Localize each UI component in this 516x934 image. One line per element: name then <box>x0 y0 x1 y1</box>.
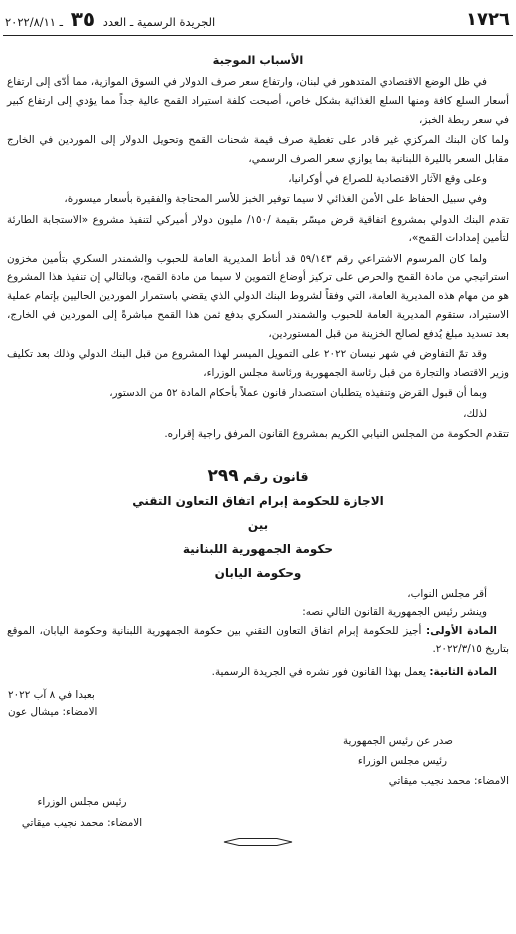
prime-minister-signature: الامضاء: محمد نجيب ميقاتي <box>388 774 509 787</box>
prime-minister-title: رئيس مجلس الوزراء <box>37 795 127 808</box>
law-title: الاجازة للحكومة إبرام اتفاق التعاون التقني <box>132 493 384 508</box>
reasons-paragraph: وقد تمّ التفاوض في شهر نيسان ٢٠٢٢ على التمويل الميسر لهذا المشروع من قبل البنك الدولي وذلك بعد تكليف وزير الاقتصاد والتجارة من قبل رئاسة الجمهورية ورئاسة مجلس الوزراء، <box>7 348 509 379</box>
ornamental-divider-icon <box>223 837 293 847</box>
reasons-paragraph: في ظل الوضع الاقتصادي المتدهور في لبنان، وارتفاع سعر صرف الدولار في السوق الموازية، مما أدّى إلى ارتفاع أسعار السلع كافة ومنها السلع الغذائية بشكل خاص، أصبحت كلفة استيراد القمح عالية جداً مما يؤدي إلى ارتفاع كبير في سعر ربطة الخبز، <box>7 76 509 126</box>
divider-shape <box>224 838 292 845</box>
page-content <box>7 50 509 847</box>
reasons-title: الأسباب الموجبة <box>212 53 304 67</box>
article-two <box>7 663 509 682</box>
law-title-between: بين <box>247 517 269 532</box>
page-number: ١٧٢٦ <box>466 8 510 30</box>
reasons-paragraph: تقدم البنك الدولي بمشروع اتفاقية قرض ميسّر بقيمة /١٥٠/ مليون دولار أميركي لتنفيذ مشروع «الاستجابة الطارئة لتأمين إمدادات القمح»، <box>7 213 509 245</box>
gazette-title: الجريدة الرسمية ـ العدد <box>102 15 216 29</box>
prime-minister-signature: الامضاء: محمد نجيب ميقاتي <box>21 816 143 829</box>
law-number <box>7 464 509 489</box>
president-signature: الامضاء: ميشال عون <box>8 706 98 719</box>
issued-block <box>7 731 509 791</box>
article-text: أجيز للحكومة إبرام اتفاق التعاون التقني بين حكومة الجمهورية اللبنانية وحكومة اليابان، الموقع بتاريخ ٢٠٢٢/٣/١٥. <box>7 624 509 656</box>
issue-info <box>5 7 215 31</box>
reasons-section <box>7 50 509 444</box>
reasons-paragraph: وفي سبيل الحفاظ على الأمن الغذائي لا سيما توفير الخبز للأسر المحتاجة والفقيرة بأسعار ميسورة، <box>64 193 487 206</box>
article-label: المادة الثانية: <box>429 666 497 679</box>
article-one <box>7 622 509 659</box>
law-number-label: قانون رقم <box>242 468 309 484</box>
issue-date: ـ ٢٠٢٢/٨/١١ <box>5 15 64 29</box>
reasons-paragraph: وبما أن قبول القرض وتنفيذه يتطلبان استصدار قانون عملاً بأحكام المادة ٥٢ من الدستور، <box>109 387 487 400</box>
issued-by: صدر عن رئيس الجمهورية <box>342 734 453 747</box>
countersign-block <box>7 792 157 834</box>
enactment-line: وينشر رئيس الجمهورية القانون التالي نصه: <box>302 606 487 619</box>
law-party-japan: وحكومة اليابان <box>214 565 302 580</box>
header-rule <box>3 35 513 36</box>
law-party-lebanon: حكومة الجمهورية اللبنانية <box>182 541 334 556</box>
place-date: بعبدا في ٨ آب ٢٠٢٢ <box>8 688 95 701</box>
law-number-value: ٢٩٩ <box>207 465 239 486</box>
reasons-paragraph: وعلى وقع الآثار الاقتصادية للصراع في أوكرانيا، <box>288 172 487 185</box>
law-heading <box>7 464 509 585</box>
law-body <box>7 585 509 682</box>
article-label: المادة الأولى: <box>425 624 497 637</box>
running-header <box>5 5 510 33</box>
issue-number: ٣٥ <box>70 7 96 31</box>
reasons-paragraph: تتقدم الحكومة من المجلس النيابي الكريم بمشروع القانون المرفق راجية إقراره. <box>164 427 509 440</box>
promulgation-block <box>7 687 509 722</box>
reasons-paragraph: ولما كان المرسوم الاشتراعي رقم ٥٩/١٤٣ قد أناط المديرية العامة للحبوب والشمندر السكري بتأمين مخزون استراتيجي من مادة القمح والحرص على تركيز أوضاع التموين لا سيما من مادة القمح، وبالتالي إن تنفيذ هذا المشروع هو من مهام هذه المديرية العامة، التي وفقاً لشروط البنك الدولي الذي يقضي باستمرار الموردين الحاليين بإتمام عملية الاستيراد، ستقوم المديرية العامة للحبوب والشمندر السكري بدفع ثمن هذا القمح مباشرةً إلى الموردين في الخارج، بعد تسديد مبلغ يُدفع لصالح الخزينة من قبل المستوردين، <box>7 252 509 340</box>
reasons-paragraph: لذلك، <box>463 407 487 420</box>
reasons-paragraph: ولما كان البنك المركزي غير قادر على تغطية صرف قيمة شحنات القمح وتحويل الدولار إلى الموردين في الخارج مقابل السعر بالليرة اللبنانية بما يوازي سعر الصرف الرسمي، <box>7 133 509 165</box>
article-text: يعمل بهذا القانون فور نشره في الجريدة الرسمية. <box>211 666 427 679</box>
enactment-line: أقر مجلس النواب، <box>407 587 487 600</box>
prime-minister-title: رئيس مجلس الوزراء <box>357 754 447 767</box>
